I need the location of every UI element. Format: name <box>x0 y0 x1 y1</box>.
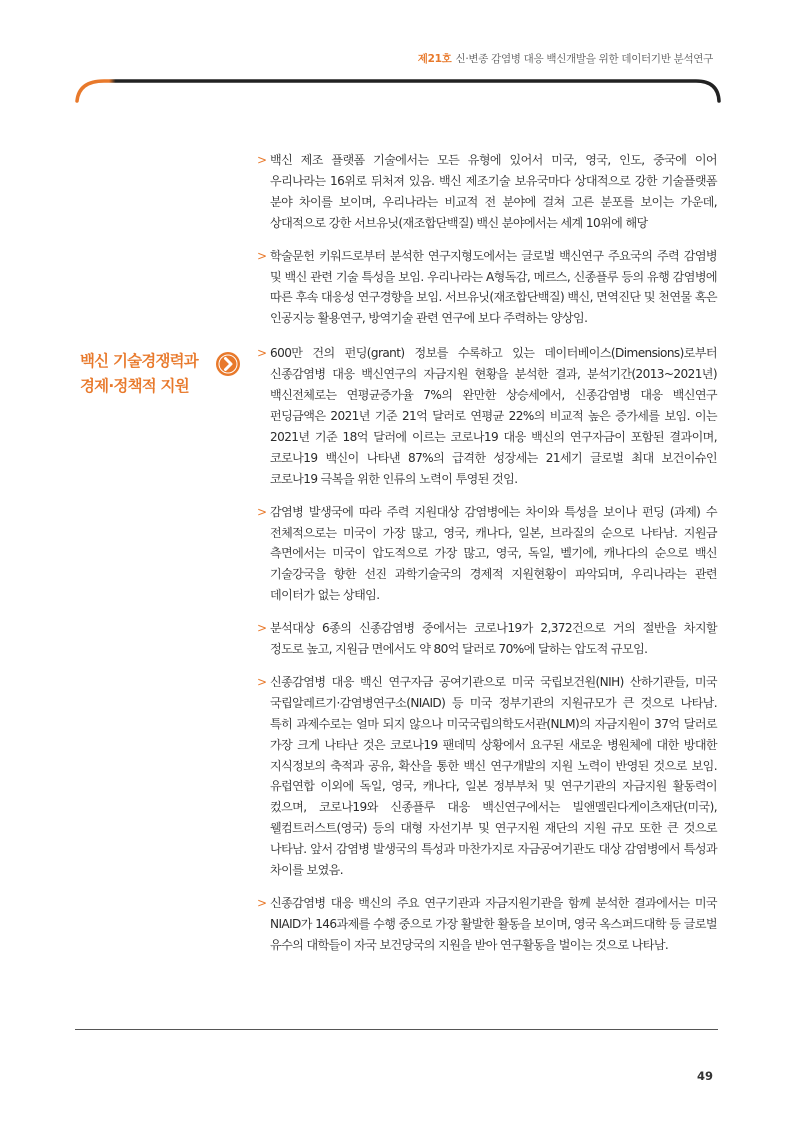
issue-number: 제21호 <box>417 53 452 65</box>
bullet-paragraph <box>257 672 717 881</box>
bullet-chevron-icon: > <box>257 621 267 636</box>
section-heading-line-1: 백신 기술경쟁력과 <box>80 352 198 370</box>
paragraph-text: 감염병 발생국에 따라 주력 지원대상 감염병에는 차이와 특성을 보이나 펀딩 (과제) 수 전체적으로는 미국이 가장 많고, 영국, 캐나다, 일본, 브라질의 순으로 나타남. 지원금 측면에서는 미국이 압도적으로 가장 많고, 영국, 독일, 벨기에, 캐나다의 순으로 백신 기술강국을 향한 선진 과학기술국의 경제적 지원현황이 파악되며, 우리나라는 관련 데이터가 없는 상태임. <box>270 504 717 603</box>
bullet-chevron-icon: > <box>257 346 267 361</box>
bullet-paragraph <box>257 150 717 234</box>
bullet-chevron-icon: > <box>257 248 267 263</box>
bullet-chevron-icon: > <box>257 674 267 689</box>
bullet-chevron-icon: > <box>257 153 267 167</box>
bullet-chevron-icon: > <box>257 504 267 519</box>
main-content <box>257 150 717 956</box>
footer-divider <box>75 1029 718 1030</box>
paragraph-text: 학술문헌 키워드로부터 분석한 연구지형도에서는 글로벌 백신연구 주요국의 주력 감염병 및 백신 관련 기술 특성을 보임. 우리나라는 A형독감, 메르스, 신종플루 등의 유행 감염병에 따른 후속 대응성 연구경향을 보임. 서브유닛(재조합단백질) 백신, 면역진단 및 천연물 혹은 인공지능 활용연구, 방역기술 관련 연구에 보다 주력하는 양상임. <box>270 248 717 326</box>
bullet-paragraph <box>257 618 717 660</box>
section-heading <box>80 349 220 399</box>
bullet-paragraph <box>257 343 717 489</box>
paragraph-text: 분석대상 6종의 신종감염병 중에서는 코로나19가 2,372건으로 거의 절반을 차지할 정도로 높고, 지원금 면에서도 약 80억 달러로 70%에 달하는 압도적 규모임. <box>270 621 717 657</box>
bullet-paragraph <box>257 893 717 956</box>
section-heading-line-2: 경제·정책적 지원 <box>80 377 189 395</box>
report-title: 신·변종 감염병 대응 백신개발을 위한 데이터기반 분석연구 <box>455 53 713 65</box>
bullet-paragraph <box>257 246 717 330</box>
header-arc-decoration <box>0 0 793 110</box>
paragraph-text: 신종감염병 대응 백신의 주요 연구기관과 자금지원기관을 함께 분석한 결과에서는 미국 NIAID가 146과제를 수행 중으로 가장 활발한 활동을 보이며, 영국 옥스퍼드대학 등 글로벌 유수의 대학들이 자국 보건당국의 지원을 받아 연구활동을 벌이는 것으로 나타남. <box>270 896 717 952</box>
chevron-right-circle-icon <box>215 351 241 377</box>
paragraph-text: 600만 건의 펀딩(grant) 정보를 수록하고 있는 데이터베이스(Dimensions)로부터 신종감염병 대응 백신연구의 자금지원 현황을 분석한 결과, 분석기간(2013~2021년) 백신전체로는 연평균증가율 7%의 완만한 상승세에서, 신종감염병 대응 백신연구 펀딩금액은 2021년 기준 21억 달러로 연평균 22%의 비교적 높은 증가세를 보임. 이는 2021년 기준 18억 달러에 이르는 코로나19 대응 백신의 연구자금이 포함된 결과이며, 코로나19 백신이 나타낸 87%의 급격한 성장세는 21세기 글로벌 최대 보건이슈인 코로나19 극복을 위한 인류의 노력이 투영된 것임. <box>270 346 717 486</box>
page-number: 49 <box>696 1069 713 1083</box>
paragraph-text: 신종감염병 대응 백신 연구자금 공여기관으로 미국 국립보건원(NIH) 산하기관들, 미국 국립알레르기·감염병연구소(NIAID) 등 미국 정부기관의 지원규모가 큰 것으로 나타남. 특히 과제수로는 얼마 되지 않으나 미국국립의학도서관(NLM)의 자금지원이 37억 달러로 가장 크게 나타난 것은 코로나19 팬데믹 상황에서 요구된 새로운 병원체에 대한 방대한 지식정보의 축적과 공유, 확산을 통한 백신 연구개발의 지원 노력이 반영된 것으로 보임. 유럽연합 이외에 독일, 영국, 캐나다, 일본 정부부처 및 연구기관의 자금지원 활동력이 컸으며, 코로나19와 신종플루 대응 백신연구에서는 빌앤멜린다게이츠재단(미국), 웰컴트러스트(영국) 등의 대형 자선기부 및 연구지원 재단의 지원 규모 또한 큰 것으로 나타남. 앞서 감염병 발생국의 특성과 마찬가지로 자금공여기관도 대상 감염병에서 특성과 차이를 보였음. <box>270 674 717 878</box>
paragraph-text: 백신 제조 플랫폼 기술에서는 모든 유형에 있어서 미국, 영국, 인도, 중국에 이어 우리나라는 16위로 뒤처져 있음. 백신 제조기술 보유국마다 상대적으로 강한 기술플랫폼 분야 차이를 보이며, 우리나라는 비교적 전 분야에 걸쳐 고른 분포를 보이는 가운데, 상대적으로 강한 서브유닛(재조합단백질) 백신 분야에서는 세계 10위에 해당 <box>270 153 717 230</box>
bullet-paragraph <box>257 502 717 607</box>
bullet-chevron-icon: > <box>257 896 267 910</box>
